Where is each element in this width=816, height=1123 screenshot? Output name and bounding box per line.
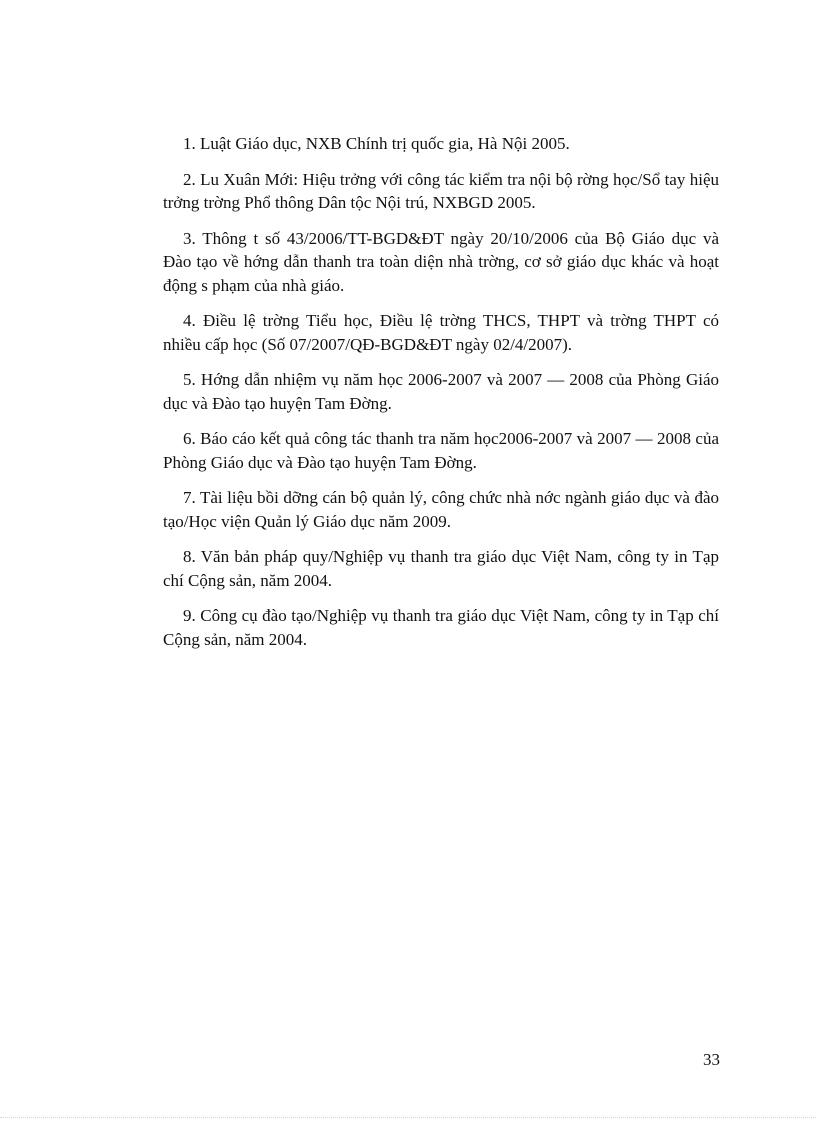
- reference-list: [163, 132, 719, 663]
- reference-item-5: 5. Hớng dẫn nhiệm vụ năm học 2006-2007 và 2007 — 2008 của Phòng Giáo dục và Đào tạo huyện Tam Đờng.: [163, 370, 719, 413]
- reference-item-6: 6. Báo cáo kết quả công tác thanh tra năm học2006-2007 và 2007 — 2008 của Phòng Giáo dục và Đào tạo huyện Tam Đờng.: [163, 429, 719, 472]
- page-number: 33: [703, 1050, 720, 1069]
- bottom-dotted-line: [0, 1117, 816, 1118]
- reference-item-9: 9. Công cụ đào tạo/Nghiệp vụ thanh tra giáo dục Việt Nam, công ty in Tạp chí Cộng sản, năm 2004.: [163, 606, 719, 649]
- reference-item-7: 7. Tài liệu bồi dỡng cán bộ quản lý, công chức nhà nớc ngành giáo dục và đào tạo/Học viện Quản lý Giáo dục năm 2009.: [163, 488, 719, 531]
- reference-item-4: 4. Điều lệ trờng Tiểu học, Điều lệ trờng THCS, THPT và trờng THPT có nhiều cấp học (Số 07/2007/QĐ-BGD&ĐT ngày 02/4/2007).: [163, 311, 719, 354]
- reference-item-2: 2. Lu Xuân Mới: Hiệu trởng với công tác kiểm tra nội bộ rờng học/Sổ tay hiệu trởng trờng Phổ thông Dân tộc Nội trú, NXBGD 2005.: [163, 169, 719, 212]
- reference-item-1: 1. Luật Giáo dục, NXB Chính trị quốc gia, Hà Nội 2005.: [183, 134, 570, 153]
- reference-item-8: 8. Văn bản pháp quy/Nghiệp vụ thanh tra giáo dục Việt Nam, công ty in Tạp chí Cộng sản, năm 2004.: [163, 547, 719, 590]
- reference-item-3: 3. Thông t số 43/2006/TT-BGD&ĐT ngày 20/10/2006 của Bộ Giáo dục và Đào tạo về hớng dẫn thanh tra toàn diện nhà trờng, cơ sở giáo dục khác và hoạt động s phạm của nhà giáo.: [163, 228, 719, 295]
